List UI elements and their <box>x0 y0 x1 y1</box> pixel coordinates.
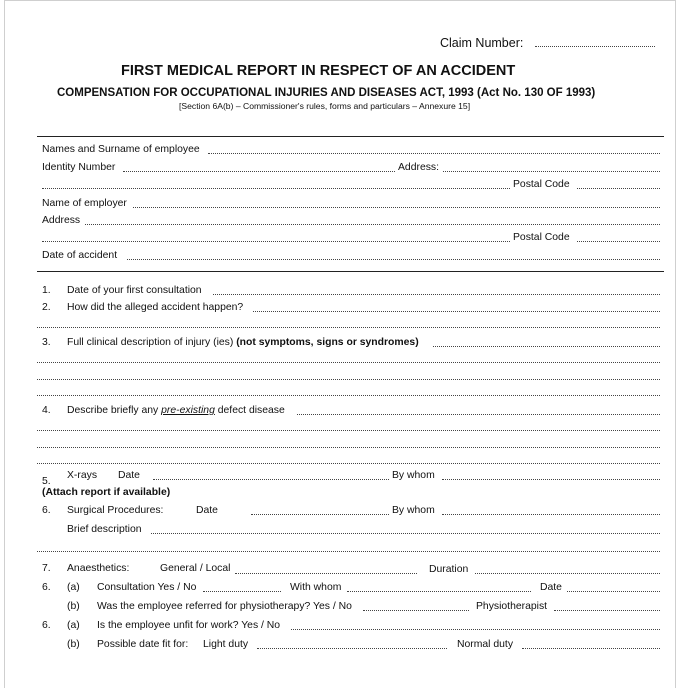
employee-names-field[interactable] <box>208 153 660 154</box>
employer-address-line-2-field[interactable] <box>42 241 510 242</box>
q8a-date-label: Date <box>540 582 562 593</box>
employer-address-label: Address <box>42 215 81 226</box>
q4-field-line-4[interactable] <box>37 463 660 464</box>
q7-number: 7. <box>42 563 51 574</box>
q7-duration-field[interactable] <box>475 573 660 574</box>
q2-field[interactable] <box>253 311 660 312</box>
q5-attach-note: (Attach report if available) <box>42 487 171 498</box>
employer-name-label: Name of employer <box>42 198 127 209</box>
q1-label: Date of your first consultation <box>67 285 202 296</box>
q4-label: Describe briefly any pre-existing defect disease <box>67 405 285 416</box>
claim-number-field[interactable] <box>535 46 655 47</box>
employer-address-field[interactable] <box>85 224 660 225</box>
q4-field-line-2[interactable] <box>37 430 660 431</box>
address-label: Address: <box>398 162 440 173</box>
q3-number: 3. <box>42 337 51 348</box>
q6-number: 6. <box>42 505 51 516</box>
q6-brief-label: Brief description <box>67 524 142 535</box>
q3-label: Full clinical description of injury (ies) (not symptoms, signs or syndromes) <box>67 337 419 348</box>
q3-emphasis: (not symptoms, signs or syndromes) <box>236 337 419 348</box>
q8b-physio-question: Was the employee referred for physiotherapy? Yes / No <box>97 601 352 612</box>
employer-name-field[interactable] <box>133 207 660 208</box>
q7-duration-label: Duration <box>429 564 469 575</box>
q8a-date-field[interactable] <box>567 591 660 592</box>
identity-number-field[interactable] <box>123 171 395 172</box>
q3-field-line-3[interactable] <box>37 379 660 380</box>
q8b-physio-field[interactable] <box>363 610 469 611</box>
q9b-normal-duty-field[interactable] <box>522 648 660 649</box>
q8b-physiotherapist-label: Physiotherapist <box>476 601 548 612</box>
q6-bywhom-field[interactable] <box>442 514 660 515</box>
q8b-marker: (b) <box>67 601 80 612</box>
q1-field[interactable] <box>213 294 660 295</box>
postal-code-field[interactable] <box>577 188 660 189</box>
q4-field[interactable] <box>297 414 660 415</box>
q8a-with-label: With whom <box>290 582 342 593</box>
claim-number-label: Claim Number: <box>440 36 524 50</box>
q9a-unfit-field[interactable] <box>291 629 660 630</box>
form-subtitle: COMPENSATION FOR OCCUPATIONAL INJURIES AND DISEASES ACT, 1993 (Act No. 130 OF 1993) <box>57 87 596 99</box>
q7-type-field[interactable] <box>235 573 417 574</box>
q2-field-line-2[interactable] <box>37 327 660 328</box>
q6-date-field[interactable] <box>251 514 389 515</box>
q9a-marker: (a) <box>67 620 80 631</box>
section-reference: [Section 6A(b) – Commissioner's rules, forms and particulars – Annexure 15] <box>179 101 471 111</box>
q8b-physiotherapist-field[interactable] <box>554 610 660 611</box>
q5-number: 5. <box>42 476 51 487</box>
q5-date-label: Date <box>118 470 140 481</box>
divider <box>37 136 664 137</box>
q3-field-line-2[interactable] <box>37 362 660 363</box>
q5-bywhom-field[interactable] <box>442 479 660 480</box>
employer-postal-code-field[interactable] <box>577 241 660 242</box>
employer-postal-code-label: Postal Code <box>513 232 570 243</box>
divider <box>37 271 664 272</box>
q6-date-label: Date <box>196 505 218 516</box>
q7-type-label: General / Local <box>160 563 231 574</box>
q6-bywhom-label: By whom <box>392 505 435 516</box>
q8a-with-field[interactable] <box>347 591 531 592</box>
q4-field-line-3[interactable] <box>37 447 660 448</box>
q4-number: 4. <box>42 405 51 416</box>
q2-number: 2. <box>42 302 51 313</box>
q6-surgical-label: Surgical Procedures: <box>67 505 164 516</box>
q5-xrays-label: X-rays <box>67 470 98 481</box>
q3-field-line-4[interactable] <box>37 395 660 396</box>
accident-date-label: Date of accident <box>42 250 118 261</box>
accident-date-field[interactable] <box>127 259 660 260</box>
employee-names-label: Names and Surname of employee <box>42 144 200 155</box>
q9b-marker: (b) <box>67 639 80 650</box>
q9a-unfit-question: Is the employee unfit for work? Yes / No <box>97 620 281 631</box>
address-line-2-field[interactable] <box>42 188 510 189</box>
postal-code-label: Postal Code <box>513 179 570 190</box>
q9b-light-duty-field[interactable] <box>257 648 447 649</box>
q8a-marker: (a) <box>67 582 80 593</box>
identity-number-label: Identity Number <box>42 162 116 173</box>
q8a-consultation-label: Consultation Yes / No <box>97 582 197 593</box>
q4-emphasis: pre-existing <box>161 405 215 416</box>
q8-number: 6. <box>42 582 51 593</box>
address-field[interactable] <box>443 171 660 172</box>
form-title: FIRST MEDICAL REPORT IN RESPECT OF AN ACCIDENT <box>121 63 516 79</box>
q5-bywhom-label: By whom <box>392 470 435 481</box>
q7-anaesthetics-label: Anaesthetics: <box>67 563 130 574</box>
q1-number: 1. <box>42 285 51 296</box>
q2-label: How did the alleged accident happen? <box>67 302 244 313</box>
q6-brief-field[interactable] <box>151 533 660 534</box>
q8a-consultation-field[interactable] <box>203 591 281 592</box>
q9b-normal-duty-label: Normal duty <box>457 639 514 650</box>
q6-brief-field-line-2[interactable] <box>37 551 660 552</box>
q9-number: 6. <box>42 620 51 631</box>
q9b-fit-label: Possible date fit for: <box>97 639 189 650</box>
q9b-light-duty-label: Light duty <box>203 639 249 650</box>
q3-field[interactable] <box>433 346 660 347</box>
medical-report-form <box>4 0 676 688</box>
q5-date-field[interactable] <box>153 479 389 480</box>
